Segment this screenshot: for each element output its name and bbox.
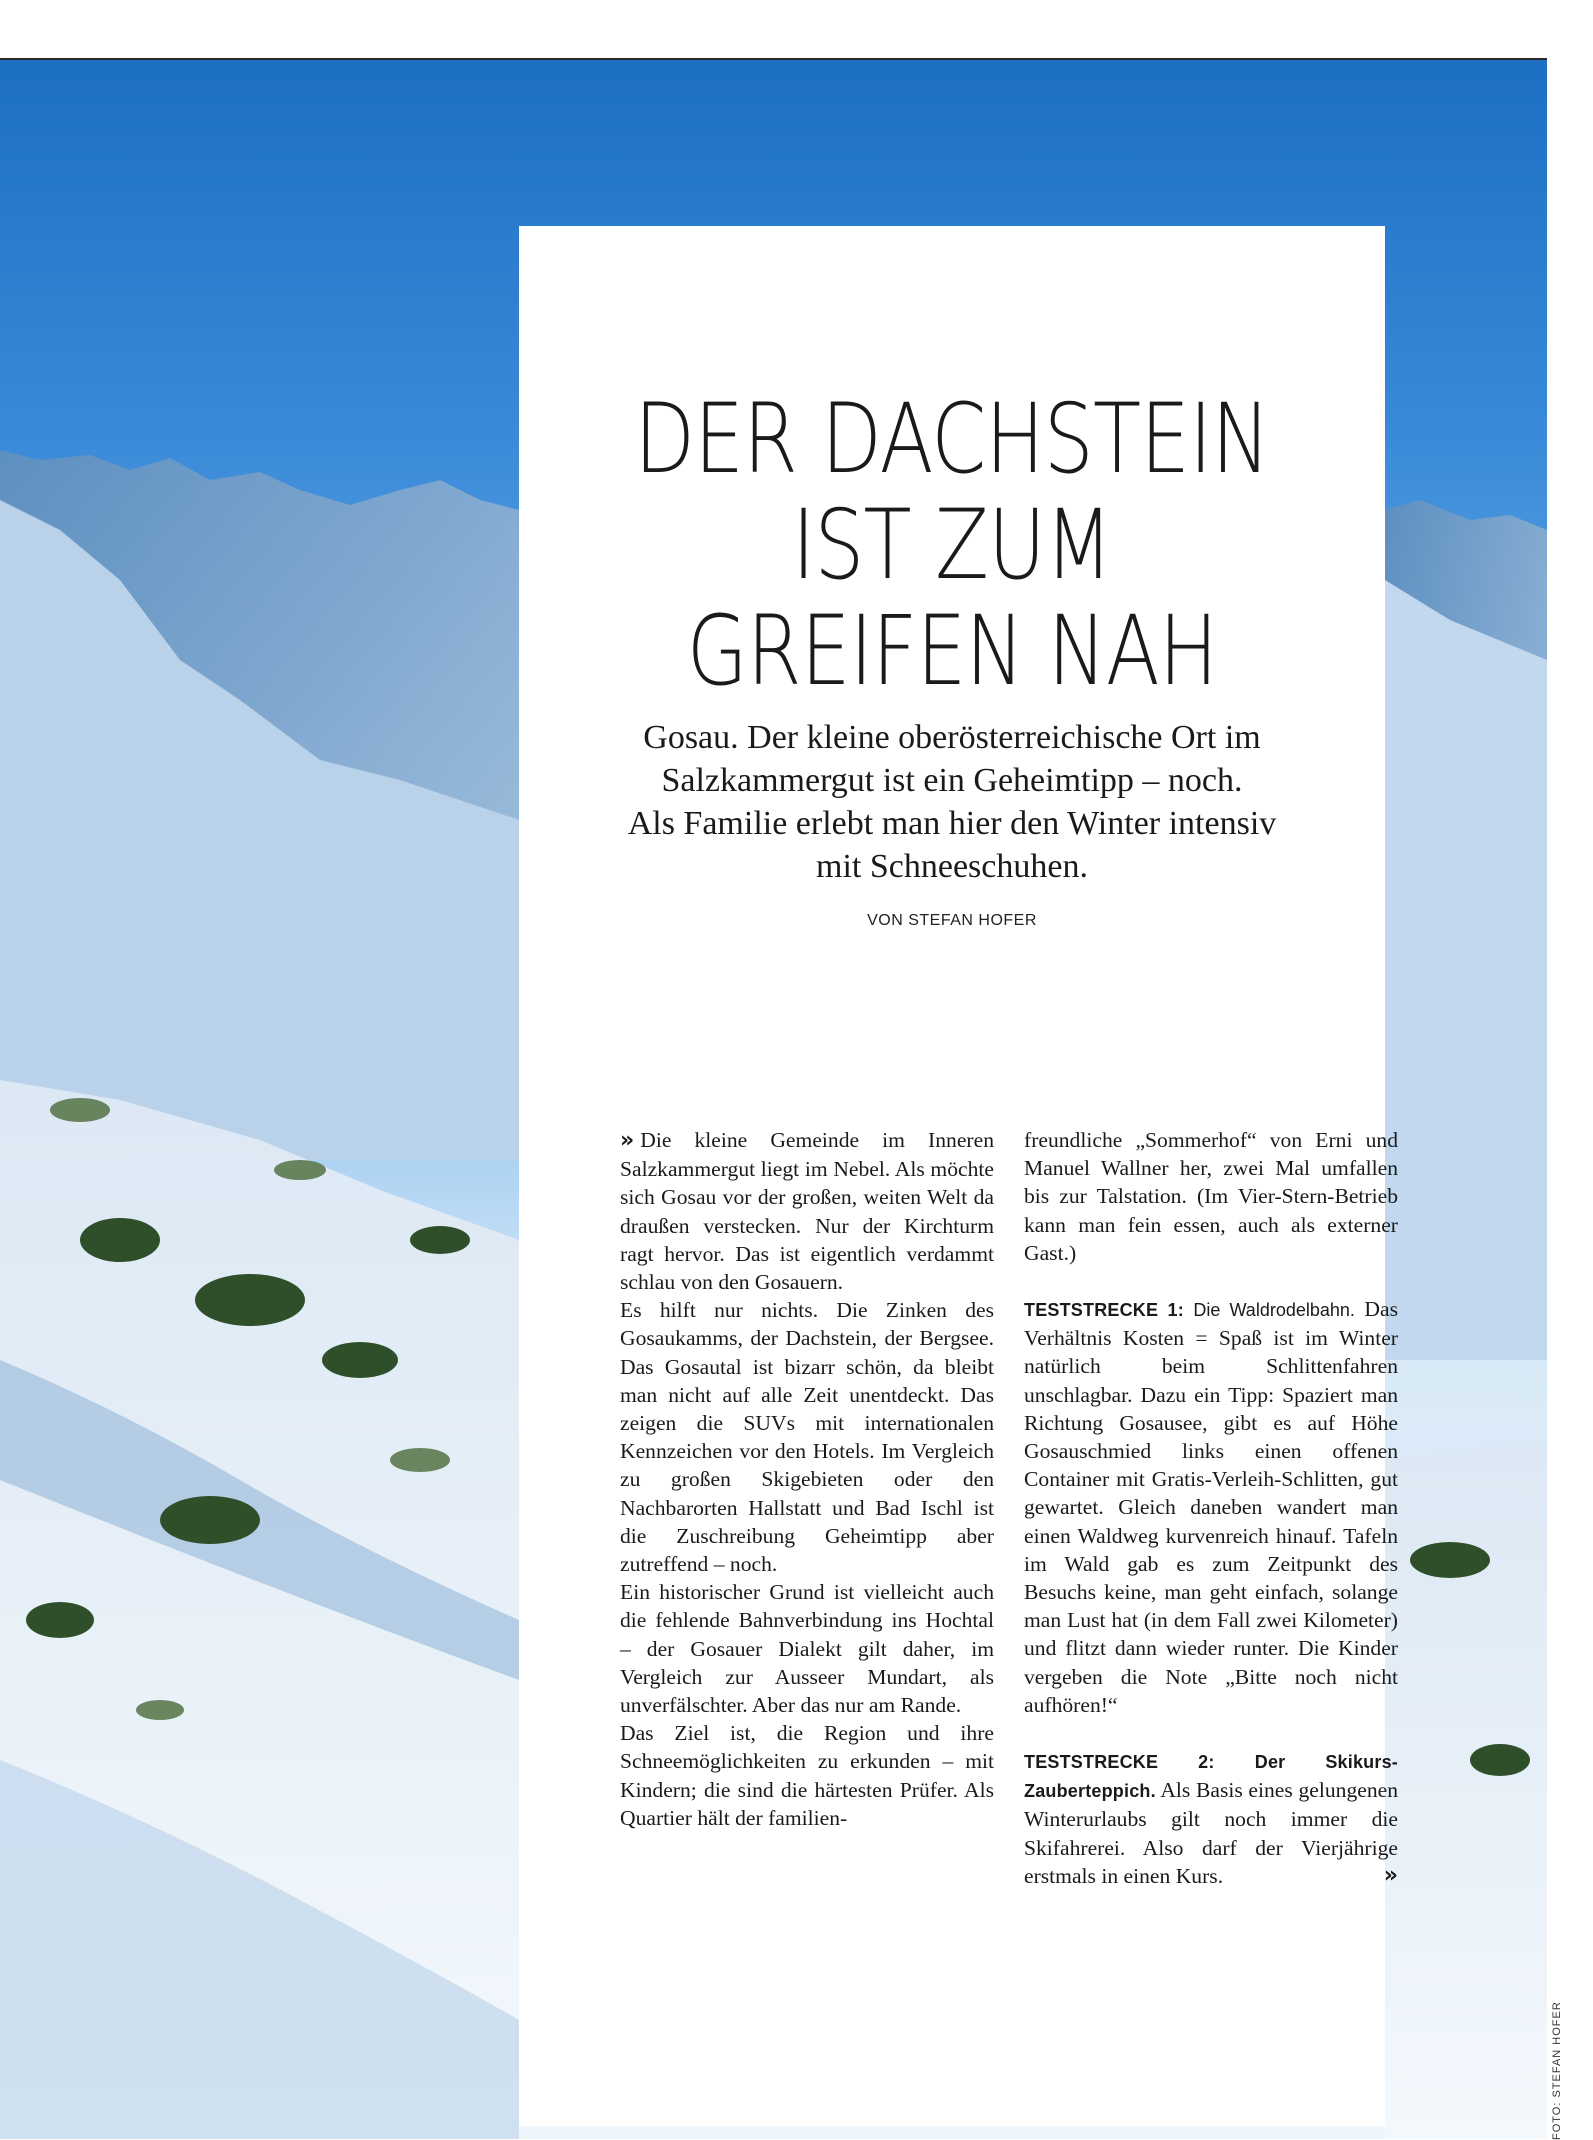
headline (597, 383, 1307, 707)
deck-line: Gosau. Der kleine oberösterreichische Ort im (643, 719, 1261, 756)
deck-line: mit Schneeschuhen. (816, 848, 1088, 885)
deck-line: Salzkammergut ist ein Geheimtipp – noch. (661, 762, 1243, 799)
headline-line: DER DACHSTEIN (634, 383, 1270, 495)
continue-mark-icon: » (1383, 1862, 1398, 1888)
section-teststrecke-1 (1024, 1295, 1398, 1719)
section-title: Die Waldrodelbahn. (1193, 1300, 1355, 1321)
byline: VON STEFAN HOFER (867, 912, 1037, 929)
section-label: TESTSTRECKE 2: (1024, 1752, 1215, 1773)
paragraph: Das Ziel ist, die Region und ihre Schneemöglichkeiten zu erkunden – mit Kindern; die sind die härtesten Prüfer. Als Quartier hält der familien- (620, 1721, 994, 1830)
paragraph: freundliche „Sommerhof“ von Erni und Manuel Wallner her, zwei Mal umfallen bis zur Talstation. (Im Vier-Stern-Betrieb kann man fein essen, auch als externer Gast.) (1024, 1128, 1398, 1265)
photo-credit: FOTO: STEFAN HOFER (1551, 2001, 1563, 2140)
body-column-left (620, 1126, 994, 1832)
paragraph (620, 1126, 994, 1296)
headline-line: IST ZUM (791, 489, 1113, 601)
section-body: Als Basis eines gelungenen Winterurlaubs gilt noch immer die Skifahrerei. Also darf der Vierjährige erstmals in einen Kurs. (1024, 1778, 1398, 1888)
section-title: Der Skikurs-Zauberteppich. (1024, 1752, 1398, 1802)
quote-mark-icon: » (620, 1128, 635, 1153)
deck-line: Als Familie erlebt man hier den Winter intensiv (627, 805, 1277, 842)
headline-line: GREIFEN NAH (686, 595, 1218, 707)
paragraph-text: Die kleine Gemeinde im Inneren Salzkammergut liegt im Nebel. Als möchte sich Gosau vor der großen, weiten Welt da draußen verstecken. Nur der Kirchturm ragt hervor. Das ist eigentlich verdammt schlau von den Gosauern. (620, 1128, 994, 1295)
paragraph: Ein historischer Grund ist vielleicht auch die fehlende Bahnverbindung ins Hochtal – der Gosauer Dialekt gilt daher, im Vergleich zur Ausseer Mundart, als unverfälschter. Aber das nur am Rande. (620, 1580, 994, 1718)
section-teststrecke-2 (1024, 1747, 1398, 1890)
deck (579, 716, 1325, 888)
body-column-right (1024, 1126, 1398, 1890)
article-panel (519, 226, 1398, 2126)
section-label: TESTSTRECKE 1: (1024, 1300, 1184, 1321)
section-body: Das Verhältnis Kosten = Spaß ist im Winter natürlich beim Schlittenfahren unschlagbar. Dazu ein Tipp: Spaziert man Richtung Gosausee, gibt es auf Höhe Gosauschmied links einen offenen Container mit Gratis-Verleih-Schlitten, gut gewartet. Gleich daneben wandert man einen Waldweg kurvenreich hinauf. Tafeln im Wald gab es zum Zeitpunkt des Besuchs keine, man geht einfach, solange man Lust hat (in dem Fall zwei Kilometer) und flitzt dann wieder runter. Die Kinder vergeben die Note „Bitte noch nicht aufhören!“ (1024, 1297, 1398, 1717)
paragraph: Es hilft nur nichts. Die Zinken des Gosaukamms, der Dachstein, der Bergsee. Das Gosautal ist bizarr schön, da bleibt man nicht auf alle Zeit unentdeckt. Das zeigen die SUVs mit internationalen Kennzeichen vor den Hotels. Im Vergleich zu großen Skigebieten oder den Nachbarorten Hallstatt und Bad Ischl ist die Zuschreibung Geheimtipp aber zutreffend – noch. (620, 1298, 994, 1577)
